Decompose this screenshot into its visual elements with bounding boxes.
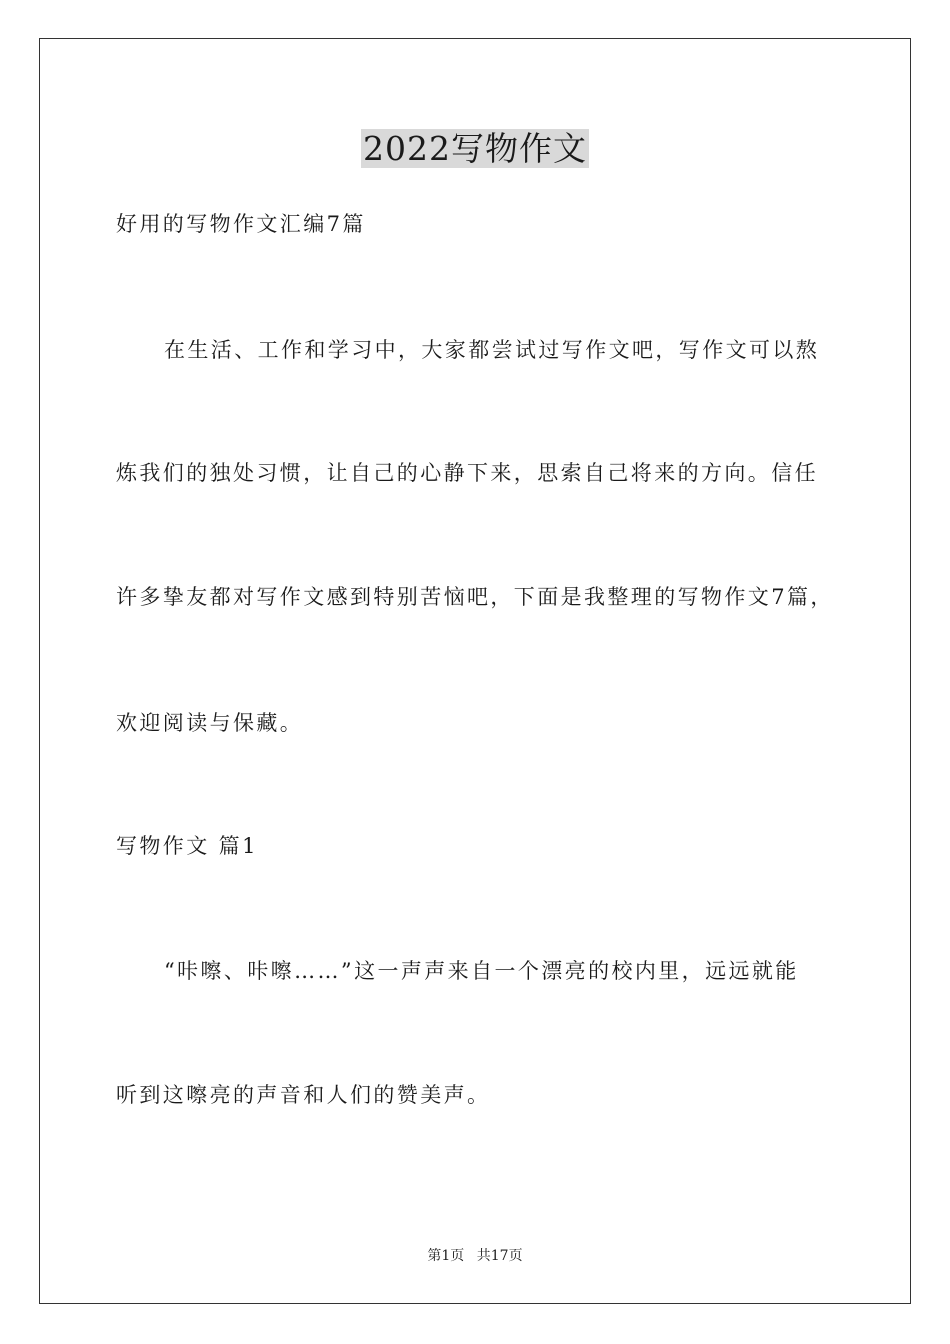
intro-line-4: 欢迎阅读与保藏。 [116,711,304,735]
intro-line-2: 炼我们的独处习惯，让自己的心静下来，思索自己将来的方向。信任 [116,461,818,485]
page-footer [0,1247,950,1265]
section-heading: 写物作文 篇1 [116,834,258,858]
body-line-1: “咔嚓、咔嚓……”这一声声来自一个漂亮的校内里，远远就能 [164,959,799,983]
page-number: 第1页 [427,1248,465,1264]
intro-line-1: 在生活、工作和学习中，大家都尝试过写作文吧，写作文可以熬 [164,338,820,362]
document-title [0,128,950,170]
page-total: 共17页 [476,1248,523,1264]
intro-line-3: 许多挚友都对写作文感到特别苦恼吧，下面是我整理的写物作文7篇， [116,585,834,609]
document-subtitle: 好用的写物作文汇编7篇 [116,212,366,236]
body-line-2: 听到这嚓亮的声音和人们的赞美声。 [116,1083,491,1107]
title-text: 2022写物作文 [363,129,587,168]
